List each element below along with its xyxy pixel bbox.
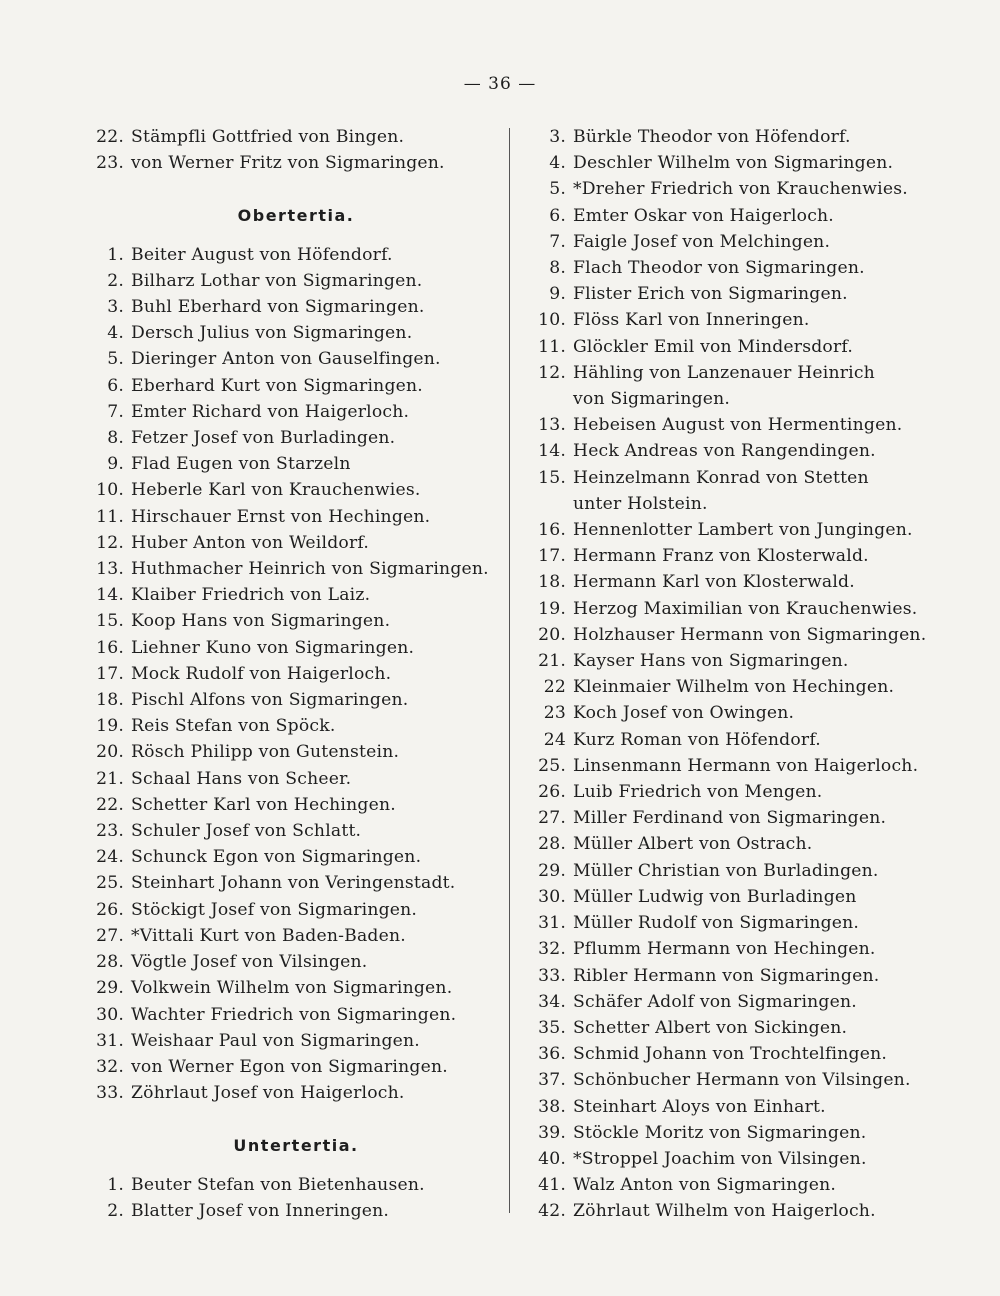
list-item-number: 14.	[538, 441, 566, 462]
list-item-number: 33.	[538, 965, 566, 986]
list-item-text: Stöckigt Josef von Sigmaringen.	[131, 899, 418, 920]
list-item	[528, 936, 933, 962]
list-item-number: 26.	[96, 899, 124, 920]
list-item-number: 32.	[538, 939, 566, 960]
list-item-text: *Vittali Kurt von Baden-Baden.	[131, 925, 406, 946]
list-item	[528, 884, 933, 910]
list-item	[86, 975, 496, 1001]
list-item-text: Huthmacher Heinrich von Sigmaringen.	[131, 559, 489, 580]
list-item	[528, 229, 933, 255]
list-item-number: 20.	[538, 624, 566, 645]
list-item	[86, 608, 496, 634]
list-item-number: 18.	[96, 690, 124, 711]
list-item-number: 5.	[549, 179, 566, 200]
list-item-text: Bilharz Lothar von Sigmaringen.	[131, 270, 423, 291]
list-item-text: Luib Friedrich von Mengen.	[573, 782, 823, 803]
list-item-number: 9.	[107, 454, 124, 475]
list-item	[528, 805, 933, 831]
untertertia-list	[86, 1172, 496, 1224]
list-item-number: 41.	[538, 1175, 566, 1196]
list-item-number: 16.	[96, 637, 124, 658]
list-item-number: 27.	[538, 808, 566, 829]
list-item-text: Ribler Hermann von Sigmaringen.	[573, 965, 880, 986]
list-item	[528, 1067, 933, 1093]
list-item-text: Fetzer Josef von Burladingen.	[131, 428, 396, 449]
obertertia-list	[86, 242, 496, 1107]
list-item-number: 23.	[96, 153, 124, 174]
list-item-text: Zöhrlaut Josef von Haigerloch.	[131, 1083, 405, 1104]
list-item-number: 30.	[96, 1004, 124, 1025]
list-item-number: 8.	[549, 258, 566, 279]
list-item-text: Kleinmaier Wilhelm von Hechingen.	[573, 677, 895, 698]
list-item-text: Steinhart Johann von Veringenstadt.	[131, 873, 456, 894]
list-item-text: Koch Josef von Owingen.	[573, 703, 795, 724]
list-item-number: 22	[543, 677, 566, 698]
list-item	[86, 635, 496, 661]
list-item-number: 40.	[538, 1148, 566, 1169]
list-item	[86, 294, 496, 320]
list-item	[528, 989, 933, 1015]
list-item-text: von Werner Egon von Sigmaringen.	[131, 1056, 448, 1077]
list-item-text: Faigle Josef von Melchingen.	[573, 231, 831, 252]
list-item-number: 11.	[538, 336, 566, 357]
list-item-number: 1.	[107, 244, 124, 265]
list-item	[86, 818, 496, 844]
list-item	[86, 124, 496, 150]
list-item	[528, 465, 933, 491]
list-item-number: 21.	[538, 651, 566, 672]
list-item	[528, 1041, 933, 1067]
list-item-text: Koop Hans von Sigmaringen.	[131, 611, 391, 632]
list-item-text: Hähling von Lanzenauer Heinrich	[573, 362, 875, 383]
list-item	[86, 150, 496, 176]
list-item	[528, 1198, 933, 1224]
list-item-text: Schaal Hans von Scheer.	[131, 768, 352, 789]
list-item-text: Eberhard Kurt von Sigmaringen.	[131, 375, 423, 396]
list-item-text: Herzog Maximilian von Krauchenwies.	[573, 598, 918, 619]
list-item-text: Rösch Philipp von Gutenstein.	[131, 742, 400, 763]
list-item	[528, 1015, 933, 1041]
list-item	[528, 622, 933, 648]
list-item	[528, 203, 933, 229]
list-item-text: Dieringer Anton von Gauselfingen.	[131, 349, 441, 370]
right-column	[528, 124, 933, 1225]
list-item	[528, 596, 933, 622]
list-item	[86, 425, 496, 451]
list-item-number: 13.	[96, 559, 124, 580]
list-item-number: 1.	[107, 1174, 124, 1195]
list-item-text: Liehner Kuno von Sigmaringen.	[131, 637, 415, 658]
list-item-text: Kayser Hans von Sigmaringen.	[573, 651, 849, 672]
list-item	[86, 766, 496, 792]
list-item-continuation: unter Holstein.	[573, 493, 708, 514]
list-item-text: Mock Rudolf von Haigerloch.	[131, 663, 392, 684]
list-item-number: 15.	[96, 611, 124, 632]
continued-list	[86, 124, 496, 176]
list-item-number: 31.	[96, 1030, 124, 1051]
list-item	[528, 281, 933, 307]
list-item-number: 23	[543, 703, 566, 724]
list-item-number: 23.	[96, 821, 124, 842]
list-item-text: Emter Richard von Haigerloch.	[131, 401, 410, 422]
list-item-text: Bürkle Theodor von Höfendorf.	[573, 127, 851, 147]
list-item-number: 36.	[538, 1044, 566, 1065]
list-item-text: Müller Albert von Ostrach.	[573, 834, 813, 855]
list-item-number: 17.	[538, 546, 566, 567]
list-item-text: Hermann Franz von Klosterwald.	[573, 546, 869, 567]
left-column	[86, 124, 496, 1224]
list-item	[528, 648, 933, 674]
untertertia-list-continued	[528, 124, 933, 1225]
list-item	[528, 569, 933, 595]
list-item-number: 10.	[538, 310, 566, 331]
list-item	[86, 844, 496, 870]
list-item-text: Müller Rudolf von Sigmaringen.	[573, 913, 860, 934]
list-item	[528, 700, 933, 726]
list-item	[86, 530, 496, 556]
list-item	[86, 1172, 496, 1198]
list-item-number: 35.	[538, 1017, 566, 1038]
list-item-number: 3.	[549, 127, 566, 147]
list-item-text: Reis Stefan von Spöck.	[131, 716, 336, 737]
list-item-text: Steinhart Aloys von Einhart.	[573, 1096, 826, 1117]
list-item-text: Müller Christian von Burladingen.	[573, 860, 879, 881]
list-item	[528, 543, 933, 569]
list-item-number: 31.	[538, 913, 566, 934]
list-item	[86, 1028, 496, 1054]
list-item-number: 14.	[96, 585, 124, 606]
list-item-number: 7.	[107, 401, 124, 422]
list-item-number: 28.	[96, 952, 124, 973]
list-item-number: 18.	[538, 572, 566, 593]
list-item-text: Flad Eugen von Starzeln	[131, 454, 351, 475]
list-item-number: 12.	[96, 532, 124, 553]
list-item	[528, 1172, 933, 1198]
list-item-text: Blatter Josef von Inneringen.	[131, 1200, 390, 1221]
list-item-text: *Stroppel Joachim von Vilsingen.	[573, 1148, 867, 1169]
list-item-text: Schönbucher Hermann von Vilsingen.	[573, 1070, 911, 1091]
list-item	[86, 661, 496, 687]
section-heading-untertertia: Untertertia.	[233, 1136, 359, 1156]
list-item	[528, 176, 933, 202]
list-item-text: von Werner Fritz von Sigmaringen.	[131, 153, 445, 174]
list-item	[86, 870, 496, 896]
list-item-text: Schäfer Adolf von Sigmaringen.	[573, 991, 857, 1012]
list-item-number: 42.	[538, 1201, 566, 1222]
list-item-text: *Dreher Friedrich von Krauchenwies.	[573, 179, 908, 200]
list-item	[86, 1198, 496, 1224]
list-item-number: 12.	[538, 362, 566, 383]
list-item-number: 25.	[538, 755, 566, 776]
list-item-text: Heinzelmann Konrad von Stetten	[573, 467, 869, 488]
list-item-text: Miller Ferdinand von Sigmaringen.	[573, 808, 887, 829]
list-item-number: 10.	[96, 480, 124, 501]
list-item-text: Schetter Karl von Hechingen.	[131, 794, 396, 815]
list-item-number: 38.	[538, 1096, 566, 1117]
list-item	[528, 360, 933, 386]
list-item-number: 6.	[107, 375, 124, 396]
list-item-text: Holzhauser Hermann von Sigmaringen.	[573, 624, 927, 645]
list-item-number: 24.	[96, 847, 124, 868]
list-item	[528, 963, 933, 989]
list-item-text: Hermann Karl von Klosterwald.	[573, 572, 855, 593]
list-item-text: Schuler Josef von Schlatt.	[131, 821, 362, 842]
list-item-text: Huber Anton von Weildorf.	[131, 532, 369, 553]
list-item-text: Glöckler Emil von Mindersdorf.	[573, 336, 854, 357]
list-item-text: Hennenlotter Lambert von Jungingen.	[573, 520, 913, 541]
list-item	[86, 399, 496, 425]
list-item	[528, 753, 933, 779]
list-item	[528, 124, 933, 150]
section-heading-obertertia: Obertertia.	[237, 206, 355, 226]
list-item-number: 27.	[96, 925, 124, 946]
list-item-text: Volkwein Wilhelm von Sigmaringen.	[131, 978, 453, 999]
list-item	[528, 412, 933, 438]
list-item-number: 7.	[549, 231, 566, 252]
list-item-number: 33.	[96, 1083, 124, 1104]
list-item-number: 9.	[549, 284, 566, 305]
list-item-number: 11.	[96, 506, 124, 527]
list-item	[86, 582, 496, 608]
list-item	[86, 346, 496, 372]
list-item-number: 32.	[96, 1056, 124, 1077]
list-item-text: Flister Erich von Sigmaringen.	[573, 284, 848, 305]
list-item-number: 17.	[96, 663, 124, 684]
list-item-text: Deschler Wilhelm von Sigmaringen.	[573, 153, 894, 174]
list-item	[528, 150, 933, 176]
list-item	[86, 1054, 496, 1080]
list-item-text: Heck Andreas von Rangendingen.	[573, 441, 876, 462]
list-item-text: Pischl Alfons von Sigmaringen.	[131, 690, 409, 711]
list-item	[86, 373, 496, 399]
list-item	[86, 504, 496, 530]
list-item	[86, 451, 496, 477]
list-item	[528, 674, 933, 700]
page-number: — 36 —	[463, 74, 537, 94]
list-item-text: Beiter August von Höfendorf.	[131, 244, 393, 265]
list-item-number: 24	[543, 729, 566, 750]
list-item-number: 4.	[549, 153, 566, 174]
list-item-text: Buhl Eberhard von Sigmaringen.	[131, 297, 425, 318]
list-item	[86, 268, 496, 294]
list-item-number: 30.	[538, 886, 566, 907]
list-item-number: 2.	[107, 1200, 124, 1221]
list-item-text: Heberle Karl von Krauchenwies.	[131, 480, 421, 501]
list-item-text: Flach Theodor von Sigmaringen.	[573, 258, 865, 279]
list-item-text: Hirschauer Ernst von Hechingen.	[131, 506, 431, 527]
list-item-number: 19.	[538, 598, 566, 619]
list-item	[528, 255, 933, 281]
list-item	[528, 831, 933, 857]
list-item	[86, 477, 496, 503]
list-item-text: Schunck Egon von Sigmaringen.	[131, 847, 422, 868]
list-item	[528, 307, 933, 333]
list-item-text: Dersch Julius von Sigmaringen.	[131, 323, 413, 344]
list-item-text: Stöckle Moritz von Sigmaringen.	[573, 1122, 867, 1143]
list-item-number: 22.	[96, 794, 124, 815]
list-item	[528, 438, 933, 464]
column-divider	[509, 128, 510, 1213]
list-item-text: Stämpfli Gottfried von Bingen.	[131, 127, 405, 147]
list-item-number: 34.	[538, 991, 566, 1012]
list-item	[528, 779, 933, 805]
list-item	[86, 1080, 496, 1106]
list-item	[86, 713, 496, 739]
list-item	[86, 923, 496, 949]
list-item-text: Flöss Karl von Inneringen.	[573, 310, 810, 331]
list-item-text: Emter Oskar von Haigerloch.	[573, 205, 834, 226]
list-item-number: 29.	[96, 978, 124, 999]
list-item-text: Schetter Albert von Sickingen.	[573, 1017, 848, 1038]
list-item-number: 39.	[538, 1122, 566, 1143]
list-item	[86, 949, 496, 975]
list-item	[86, 897, 496, 923]
list-item-text: Vögtle Josef von Vilsingen.	[131, 952, 368, 973]
list-item-number: 19.	[96, 716, 124, 737]
list-item	[86, 687, 496, 713]
list-item	[86, 739, 496, 765]
list-item-number: 5.	[107, 349, 124, 370]
list-item	[528, 910, 933, 936]
list-item-number: 26.	[538, 782, 566, 803]
list-item-number: 28.	[538, 834, 566, 855]
list-item	[528, 727, 933, 753]
list-item	[528, 517, 933, 543]
list-item-number: 8.	[107, 428, 124, 449]
list-item-text: Kurz Roman von Höfendorf.	[573, 729, 821, 750]
list-item-text: Müller Ludwig von Burladingen	[573, 886, 857, 907]
list-item-text: Weishaar Paul von Sigmaringen.	[131, 1030, 420, 1051]
list-item	[86, 556, 496, 582]
list-item	[528, 1094, 933, 1120]
list-item	[86, 242, 496, 268]
list-item-number: 22.	[96, 127, 124, 147]
list-item-number: 20.	[96, 742, 124, 763]
list-item-number: 2.	[107, 270, 124, 291]
list-item	[528, 334, 933, 360]
list-item	[528, 1120, 933, 1146]
list-item-number: 4.	[107, 323, 124, 344]
list-item	[86, 320, 496, 346]
list-item-number: 6.	[549, 205, 566, 226]
list-item-number: 37.	[538, 1070, 566, 1091]
list-item-number: 13.	[538, 415, 566, 436]
list-item	[86, 792, 496, 818]
list-item-text: Hebeisen August von Hermentingen.	[573, 415, 903, 436]
list-item-number: 16.	[538, 520, 566, 541]
list-item-text: Schmid Johann von Trochtelfingen.	[573, 1044, 888, 1065]
list-item-number: 25.	[96, 873, 124, 894]
list-item-continuation: von Sigmaringen.	[573, 389, 731, 410]
list-item-text: Beuter Stefan von Bietenhausen.	[131, 1174, 425, 1195]
list-item-number: 15.	[538, 467, 566, 488]
list-item	[86, 1002, 496, 1028]
list-item-number: 3.	[107, 297, 124, 318]
list-item-number: 21.	[96, 768, 124, 789]
list-item	[528, 1146, 933, 1172]
list-item	[528, 858, 933, 884]
list-item-text: Wachter Friedrich von Sigmaringen.	[131, 1004, 457, 1025]
list-item-text: Pflumm Hermann von Hechingen.	[573, 939, 876, 960]
list-item-number: 29.	[538, 860, 566, 881]
list-item-text: Walz Anton von Sigmaringen.	[573, 1175, 837, 1196]
list-item-text: Linsenmann Hermann von Haigerloch.	[573, 755, 919, 776]
list-item-text: Klaiber Friedrich von Laiz.	[131, 585, 371, 606]
list-item-text: Zöhrlaut Wilhelm von Haigerloch.	[573, 1201, 876, 1222]
